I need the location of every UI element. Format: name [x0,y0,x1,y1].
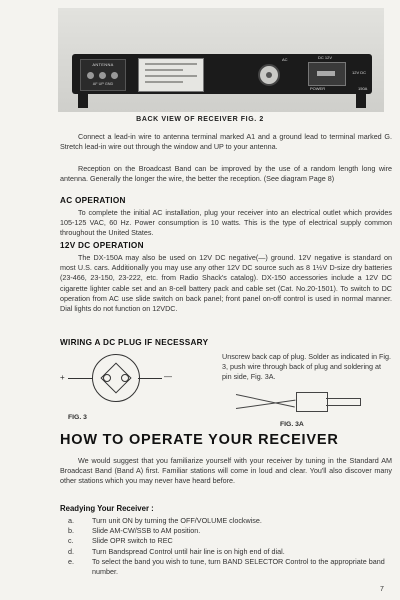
dc-label: DC 12V [318,55,333,60]
list-item: a. Turn unit ON by turning the OFF/VOLUME clockwise. [68,516,262,525]
antenna-terminal-a1 [87,72,94,79]
receiver-back-photo [58,8,384,112]
plug-body [296,392,328,412]
antenna-terminal-block [80,59,126,91]
list-item: c. Slide OPR switch to REC [68,536,173,546]
receiver-chassis [72,54,372,94]
readying-steps [60,516,392,577]
figure-3-plug-diagram [60,352,180,421]
list-item: d. Turn Bandspread Control until hair line is on high end of dial. [68,546,285,556]
figure-3-caption: FIG. 3 [68,414,87,421]
ground-terminal [111,72,118,79]
readying-heading: Readying Your Receiver : [60,504,154,513]
ac-operation-heading: AC OPERATION [60,196,126,205]
figure-2-caption: BACK VIEW OF RECEIVER FIG. 2 [136,116,264,123]
plus-sign: + [60,373,65,382]
plug-outline [92,354,140,402]
specification-plate [138,58,204,92]
minus-sign: — [164,372,172,381]
page-number: 7 [380,586,384,593]
antenna-label: ANTENNA [92,62,114,67]
wiring-heading: WIRING A DC PLUG IF NECESSARY [60,338,209,347]
ac-label: AC [282,57,288,62]
antenna-terminal-mid [99,72,106,79]
figure-3a-caption: FIG. 3A [280,421,304,428]
figure-3a-plug-diagram [236,380,386,420]
power-label: POWER [310,86,326,91]
dc-operation-heading: 12V DC OPERATION [60,241,144,250]
how-to-operate-heading: HOW TO OPERATE YOUR RECEIVER [60,432,339,448]
plug-pin [103,374,111,382]
list-item: b. Slide AM-CW/SSB to AM position. [68,526,201,536]
paragraph-reception: Reception on the Broadcast Band can be improved by the use of a random length long wire antenna. Generally the longer the wire, the better the reception. (See diagram Page 8) [60,164,392,184]
dc-operation-text: The DX-150A may also be used on 12V DC negative(—) ground. 12V negative is standard on most U.S. cars. Additionally you may use any other 12V DC source such as 8 1½V D-size dry batteries (23-466, 23-150, 23-222, etc. from Radio Shack's catalog). DX-150 accessories include a 12V DC cigarette lighter cable set and an 8-cell battery pack and cable set (Cat. No.20-1501). To switch to DC operation from AC use slide switch on back panel; front panel on-off control is used in normal manner. Dial lights do not function on 12VDC. [60,253,392,314]
how-to-operate-text: We would suggest that you familiarize yourself with your receiver by tuning in the Standard AM Broadcast Band (Band A) first. Familiar stations will come in loud and clear. You'll also discover many other stations which you may never have heard before. [60,456,392,486]
list-item: e. To select the band you wish to tune, turn BAND SELECTOR Control to the appropriate band number. [68,556,385,577]
power-socket [258,64,280,86]
paragraph-lead-in: Connect a lead-in wire to antenna terminal marked A1 and a ground lead to terminal marked G. Stretch lead-in wire out through the window and UP to your antenna. [60,132,392,152]
wiring-text: Unscrew back cap of plug. Solder as indicated in Fig. 3, push wire through back of plug and soldering at pin side, Fig. 3A. [222,352,391,382]
model-label: 150A [358,86,368,91]
ac-operation-text: To complete the initial AC installation, plug your receiver into an electrical outlet which provides 105-125 VAC, 60 Hz. Power consumption is 10 watts. This is the type of electrical supply common throughout the United States. [60,208,392,238]
terminal-labels: AF UP GND [92,82,114,86]
plug-pin [121,374,129,382]
volt-label: 12V DC [352,70,367,75]
plug-tip [326,398,361,406]
ac-dc-slide-switch [308,62,346,86]
